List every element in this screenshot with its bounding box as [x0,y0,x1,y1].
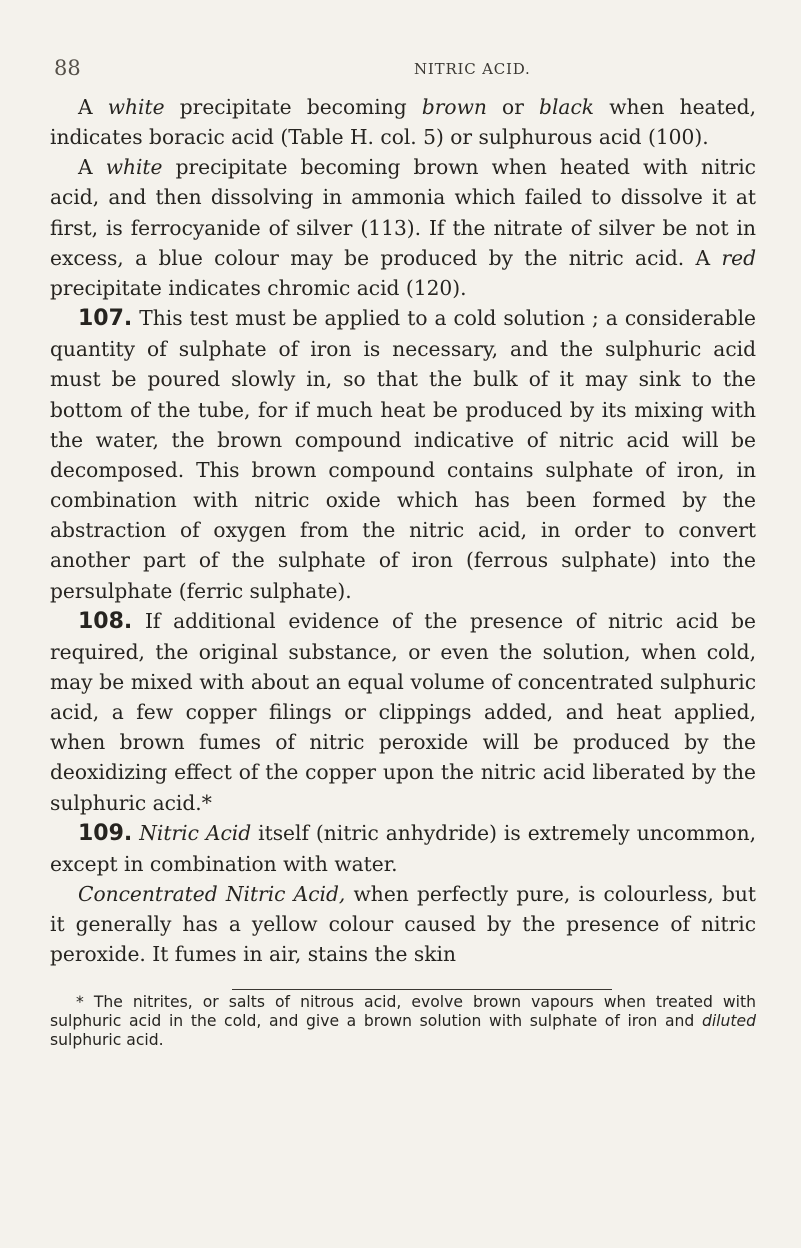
text-run: when heated, indicates boracic acid (Table H. col. 5) or sulphurous acid (100). [50,95,756,150]
italic-white: white [105,155,163,180]
text-run: If additional evidence of the presence of nitric acid be required, the original substance, or even the solution, when cold, may be mixed with about an equal volume of concentrated sulphuric acid, a few copper filings or clippings added, and heat applied, when brown fumes of nitric peroxide will be produced by the deoxidizing effect of the copper upon the nitric acid liberated by the sulphuric acid.* [50,608,756,815]
italic-brown: brown [421,95,487,119]
text-run: A [78,155,106,180]
text-run: sulphuric acid. [50,1031,164,1050]
paragraph-white-brown-black [50,92,756,152]
section-number-107: 107. [78,306,133,332]
body-text [50,92,756,970]
text-run: precipitate becoming brown when heated with nitric acid, and then dissolving in ammonia which failed to dissolve it at first, is ferrocyanide of silver (113). If the nitrate of silver be not in excess, a blue colour may be produced by the nitric acid. A [50,155,756,270]
italic-white: white [107,95,165,119]
running-head: NITRIC ACID. [414,60,531,78]
italic-black: black [539,95,595,119]
paragraph-concentrated [50,879,756,969]
text-run: precipitate becoming [164,95,422,119]
paragraph-109 [50,818,756,879]
section-number-108: 108. [78,608,133,634]
page-number: 88 [54,56,81,80]
text-run: precipitate indicates chromic acid (120). [50,275,467,300]
text-run: itself (nitric anhydride) is extremely uncommon, except in combination with water. [50,820,757,876]
italic-diluted: diluted [701,1012,756,1031]
footnote [50,993,756,1051]
text-run: * The nitrites, or salts of nitrous acid, evolve brown vapours when treated with sulphuric acid in the cold, and give a brown solution with sulphate of iron and [50,993,756,1031]
italic-nitric-acid: Nitric Acid [139,820,252,845]
footnote-rule [232,989,612,990]
italic-concentrated-nitric-acid: Concentrated Nitric Acid, [78,882,346,907]
paragraph-108 [50,606,756,818]
text-run: or [486,95,540,119]
paragraph-107 [50,303,756,606]
page-header [54,56,754,86]
footnote-text [50,993,756,1051]
text-run: when perfectly pure, is colourless, but it generally has a yellow colour caused by the presence of nitric peroxide. It fumes in air, stains the skin [50,882,756,967]
text-run: A [78,95,108,119]
section-number-109: 109. [78,820,133,846]
italic-red: red [721,245,756,270]
paragraph-ferrocyanide [50,152,756,303]
text-run: This test must be applied to a cold solution ; a considerable quantity of sulphate of iron is necessary, and the sulphuric acid must be poured slowly in, so that the bulk of it may sink to the bottom of the tube, for if much heat be produced by its mixing with the water, the brown compound indicative of nitric acid will be decomposed. This brown compound contains sulphate of iron, in combination with nitric oxide which has been formed by the abstraction of oxygen from the nitric acid, in order to convert another part of the sulphate of iron (ferrous sulphate) into the persulphate (ferric sulphate). [50,306,756,603]
